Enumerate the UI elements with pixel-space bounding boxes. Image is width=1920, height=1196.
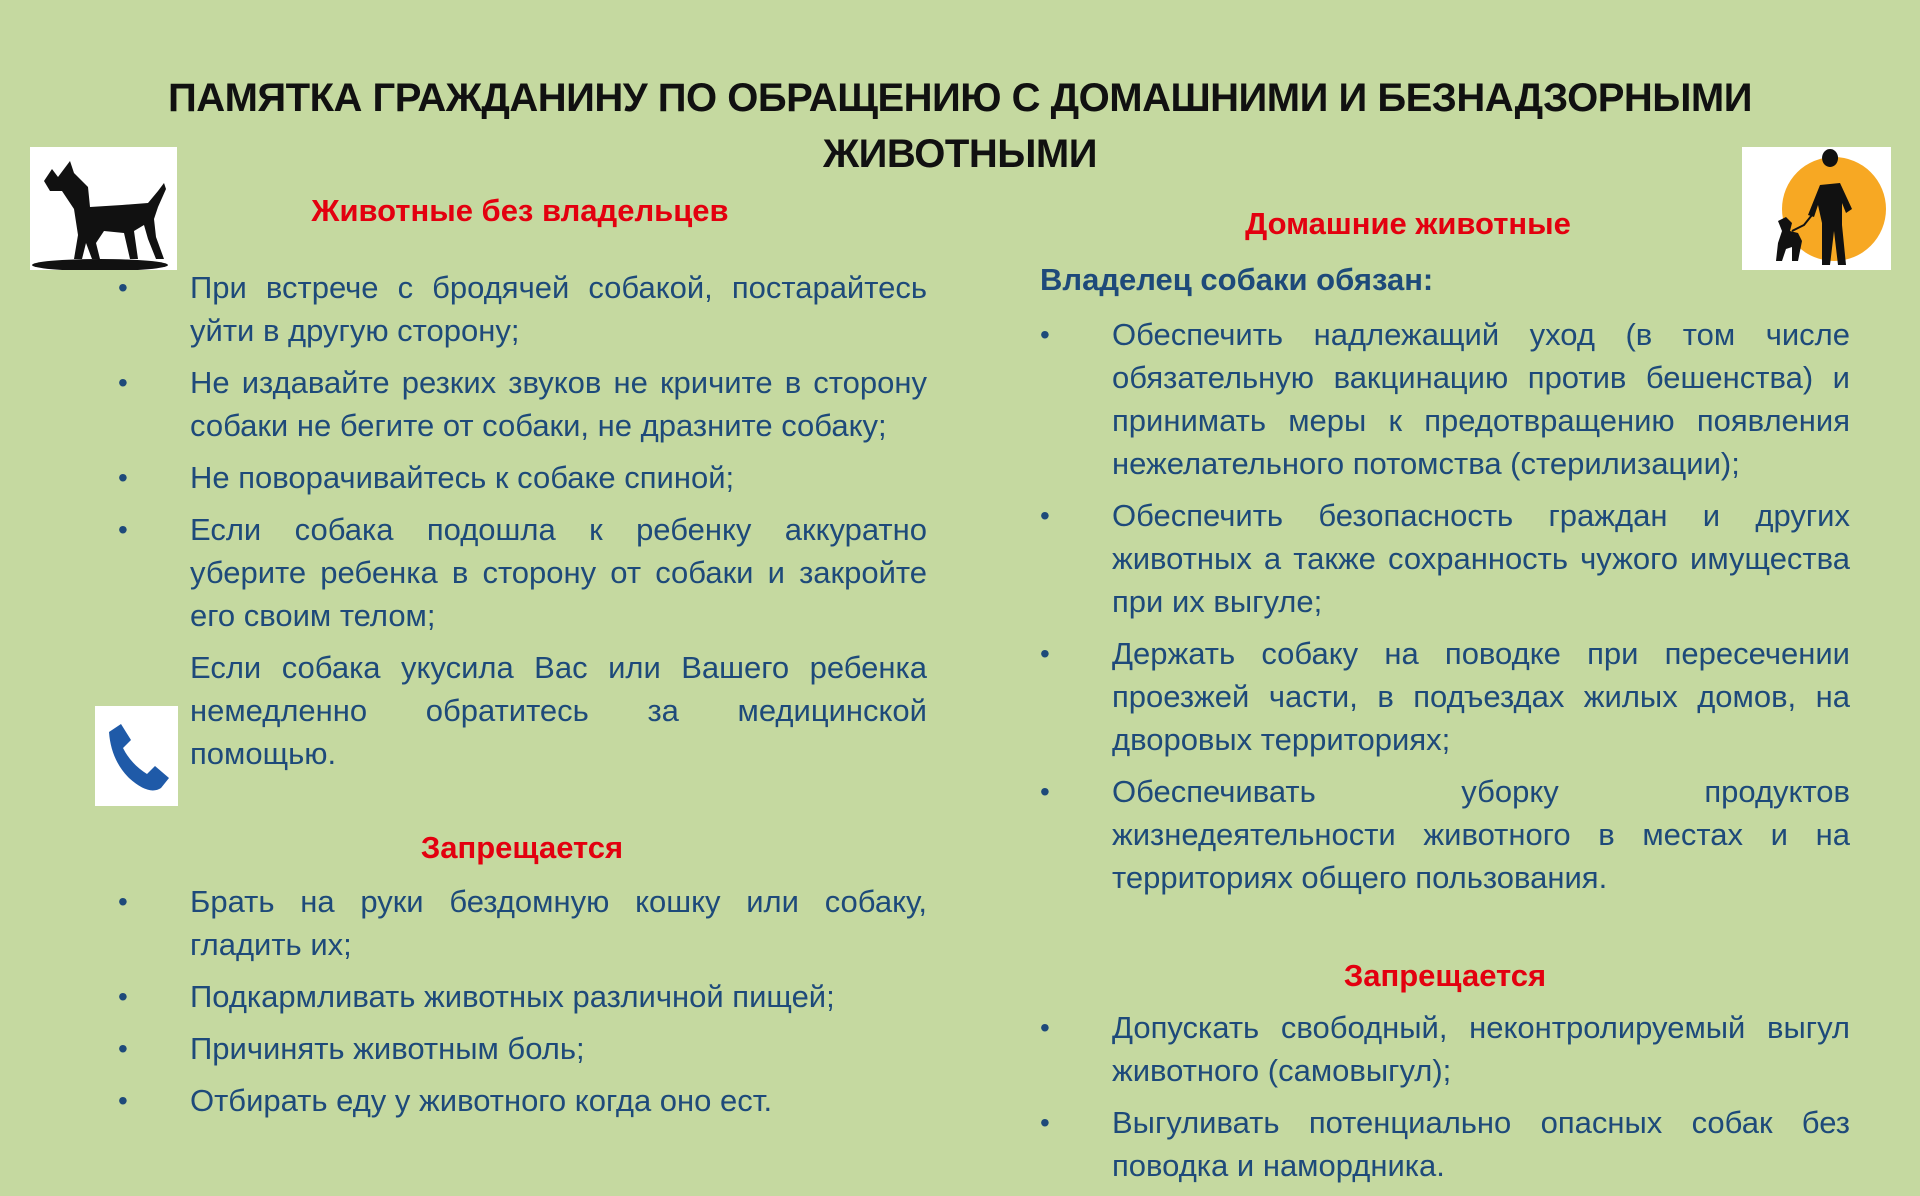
phone-icon [95,706,178,806]
list-item: • Обеспечивать уборку продуктов жизнедеятельности животного в местах и на территориях общего пользования. [1112,770,1850,899]
left-heading: Животные без владельцев [311,193,729,228]
person-walking-dog-picture [1742,147,1891,270]
phone-picture [95,706,178,806]
bullet-icon: • [1040,500,1050,531]
dog-silhouette-icon [30,147,177,270]
right-forbidden-heading: Запрещается [1343,958,1547,993]
list-item: • Не поворачивайтесь к собаке спиной; [190,456,927,499]
right-forbidden-list [1040,1006,1850,1196]
list-item: Если собака укусила Вас или Вашего ребенка немедленно обратитесь за медицинской помощью. [190,650,927,771]
list-item: • Если собака подошла к ребенку аккуратно уберите ребенка в сторону от собаки и закройте его своим телом; [190,508,927,637]
bullet-icon: • [118,1085,128,1116]
list-item: • Допускать свободный, неконтролируемый выгул животного (самовыгул); [1112,1006,1850,1092]
list-item: • Брать на руки бездомную кошку или собаку, гладить их; [190,880,927,966]
list-item: • Не издавайте резких звуков не кричите в сторону собаки не бегите от собаки, не дразните собаку; [190,361,927,447]
right-heading: Домашние животные [1245,206,1571,241]
left-forbidden-list [118,880,927,1131]
bullet-icon: • [118,981,128,1012]
owner-heading: Владелец собаки обязан: [1040,262,1434,297]
bullet-icon: • [118,272,128,303]
dog-silhouette-picture [30,147,177,270]
page-title: ПАМЯТКА ГРАЖДАНИНУ ПО ОБРАЩЕНИЮ С ДОМАШНИМИ И БЕЗНАДЗОРНЫМИ ЖИВОТНЫМИ [167,76,1753,176]
left-forbidden-heading: Запрещается [420,830,624,865]
bullet-icon: • [1040,776,1050,807]
right-list [1040,313,1850,908]
list-item: • Выгуливать потенциально опасных собак без поводка и намордника. [1112,1101,1850,1187]
bullet-icon: • [118,886,128,917]
bullet-icon: • [1040,638,1050,669]
bullet-icon: • [1040,1012,1050,1043]
bullet-icon: • [118,514,128,545]
list-item: • При встрече с бродячей собакой, постарайтесь уйти в другую сторону; [190,266,927,352]
list-item: • Отбирать еду у животного когда оно ест. [190,1079,927,1122]
bullet-icon: • [118,1033,128,1064]
list-item: • Обеспечить надлежащий уход (в том числе обязательную вакцинацию против бешенства) и принимать меры к предотвращению появления нежелательного потомства (стерилизации); [1112,313,1850,485]
bullet-icon: • [118,462,128,493]
bullet-icon: • [118,367,128,398]
bullet-icon: • [1040,319,1050,350]
bullet-icon: • [1040,1107,1050,1138]
person-walking-dog-icon [1742,147,1891,270]
left-list [118,266,927,784]
list-item: • Держать собаку на поводке при пересечении проезжей части, в подъездах жилых домов, на дворовых территориях; [1112,632,1850,761]
list-item: • Обеспечить безопасность граждан и других животных а также сохранность чужого имущества при их выгуле; [1112,494,1850,623]
list-item: • Подкармливать животных различной пищей; [190,975,927,1018]
list-item: • Причинять животным боль; [190,1027,927,1070]
